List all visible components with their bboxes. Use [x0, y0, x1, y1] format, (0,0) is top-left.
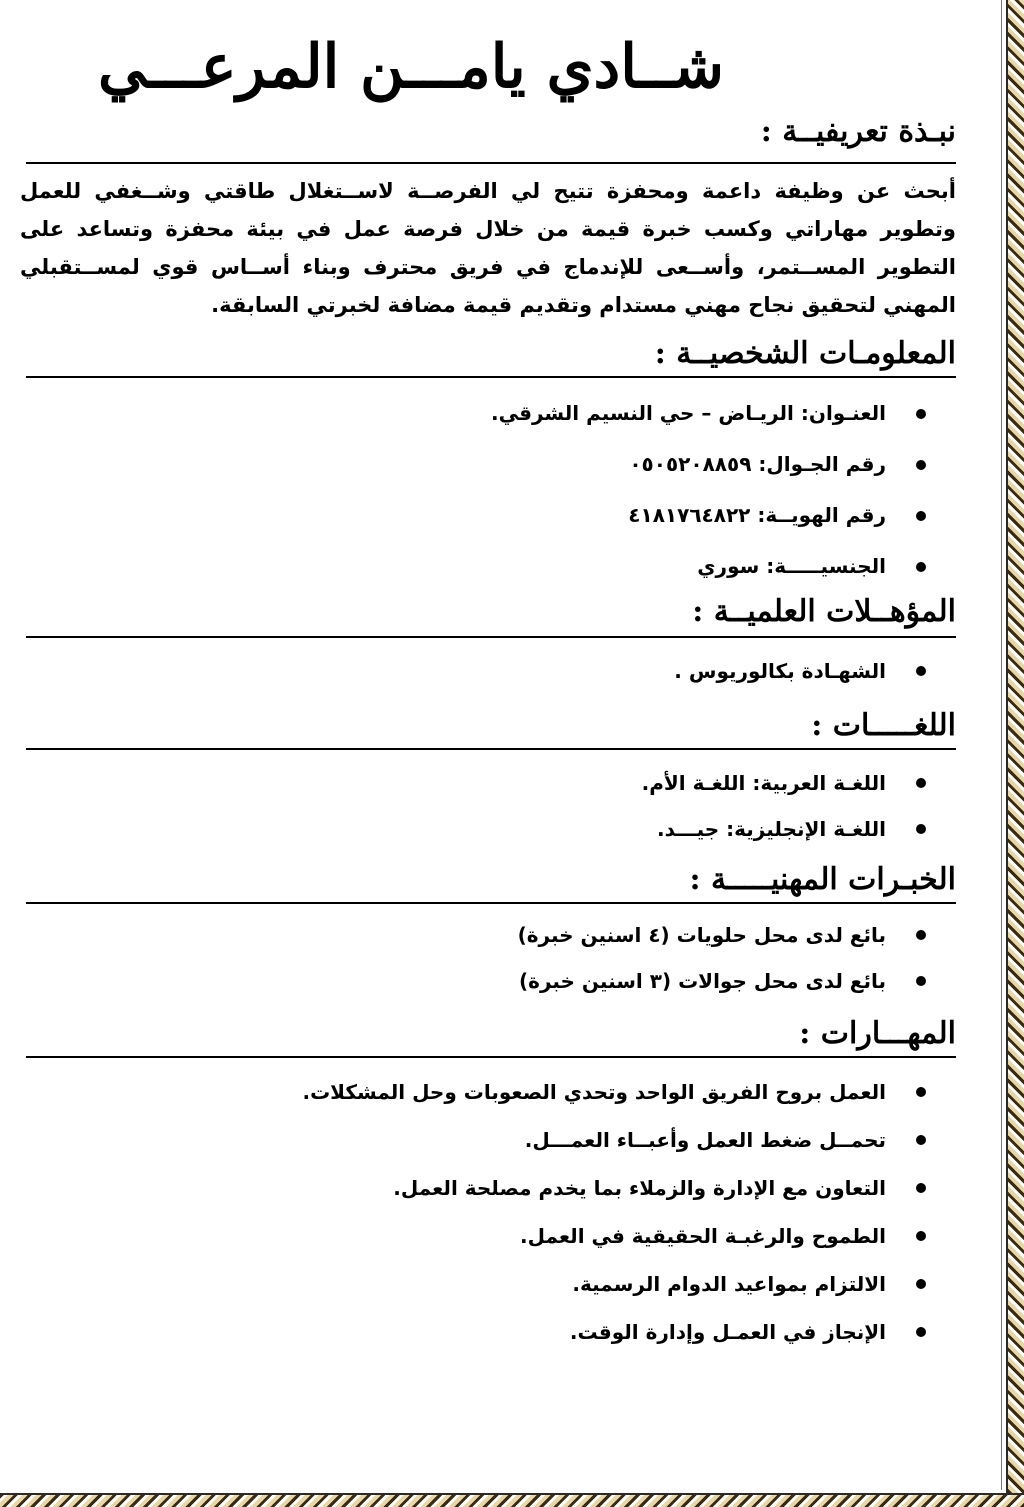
resume-content — [16, 0, 956, 1356]
section-rule-education — [26, 636, 956, 638]
section-title-skills: المهـــارات : — [799, 1016, 956, 1051]
candidate-name: شــادي يامـــن المرعـــي — [98, 32, 724, 102]
bullet-icon — [916, 1183, 926, 1193]
section-rule-experience — [26, 902, 956, 904]
bullet-icon — [916, 778, 926, 788]
personal-info-mobile: رقم الجـوال: ٠٥٠٥٢٠٨٨٥٩ — [16, 439, 886, 490]
bullet-icon — [916, 666, 926, 676]
bullet-icon — [916, 511, 926, 521]
bullet-icon — [916, 409, 926, 419]
section-rule-personal-info — [26, 376, 956, 378]
decorative-border-right — [1006, 0, 1024, 1507]
bullet-icon — [916, 976, 926, 986]
section-rule-summary — [26, 162, 956, 164]
bullet-icon — [916, 460, 926, 470]
bullet-icon — [916, 1135, 926, 1145]
section-title-summary: نبـذة تعريفيــة : — [760, 114, 956, 149]
section-title-education: المؤهــلات العلميــة : — [692, 594, 956, 629]
education-list — [16, 646, 956, 696]
bullet-icon — [916, 1231, 926, 1241]
section-title-languages: اللغـــــات : — [811, 708, 956, 743]
section-title-experience: الخبـرات المهنيـــــة : — [689, 862, 956, 897]
skill-item: العمل بروح الفريق الواحد وتحدي الصعوبات وحل المشكلات. — [16, 1068, 886, 1116]
personal-info-nationality: الجنسيـــــة: سوري — [16, 541, 886, 592]
decorative-border-bottom — [0, 1493, 1024, 1507]
skills-list — [16, 1068, 956, 1356]
personal-info-list — [16, 388, 956, 592]
experience-item: بائع لدى محل جوالات (٣ اسنين خبرة) — [16, 958, 886, 1004]
language-english: اللغـة الإنجليزية: جيـــد. — [16, 806, 886, 852]
education-degree: الشهـادة بكالوريوس . — [16, 646, 886, 696]
languages-list — [16, 760, 956, 852]
summary-text: أبحث عن وظيفة داعمة ومحفزة تتيح لي الفرصــة لاســتغلال طاقتي وشــغفي للعمل وتطوير مهاراتي وكسب خبرة قيمة من خلال فرصة عمل في بيئة محفزة وتساعد على التطوير المســتمر، وأســعى للإندماج في فريق محترف وبناء أســاس قوي لمســتقبلي المهني لتحقيق نجاح مهني مستدام وتقديم قيمة مضافة لخبرتي السابقة. — [20, 179, 956, 317]
border-inner-line — [1001, 0, 1002, 1490]
skill-item: الالتزام بمواعيد الدوام الرسمية. — [16, 1260, 886, 1308]
personal-info-address: العنـوان: الريـاض – حي النسيم الشرقي. — [16, 388, 886, 439]
personal-info-id-number: رقم الهويــة: ٤١٨١٧٦٤٨٢٢ — [16, 490, 886, 541]
bullet-icon — [916, 930, 926, 940]
skill-item: الإنجاز في العمـل وإدارة الوقت. — [16, 1308, 886, 1356]
bullet-icon — [916, 562, 926, 572]
bullet-icon — [916, 1279, 926, 1289]
section-rule-skills — [26, 1056, 956, 1058]
skill-item: التعاون مع الإدارة والزملاء بما يخدم مصلحة العمل. — [16, 1164, 886, 1212]
skill-item: الطموح والرغبـة الحقيقية في العمل. — [16, 1212, 886, 1260]
bullet-icon — [916, 824, 926, 834]
experience-list — [16, 912, 956, 1004]
section-title-personal-info: المعلومـات الشخصيــة : — [654, 336, 956, 371]
language-arabic: اللغـة العربية: اللغـة الأم. — [16, 760, 886, 806]
bullet-icon — [916, 1087, 926, 1097]
bullet-icon — [916, 1327, 926, 1337]
section-rule-languages — [26, 748, 956, 750]
skill-item: تحمــل ضغط العمل وأعبــاء العمـــل. — [16, 1116, 886, 1164]
experience-item: بائع لدى محل حلويات (٤ اسنين خبرة) — [16, 912, 886, 958]
